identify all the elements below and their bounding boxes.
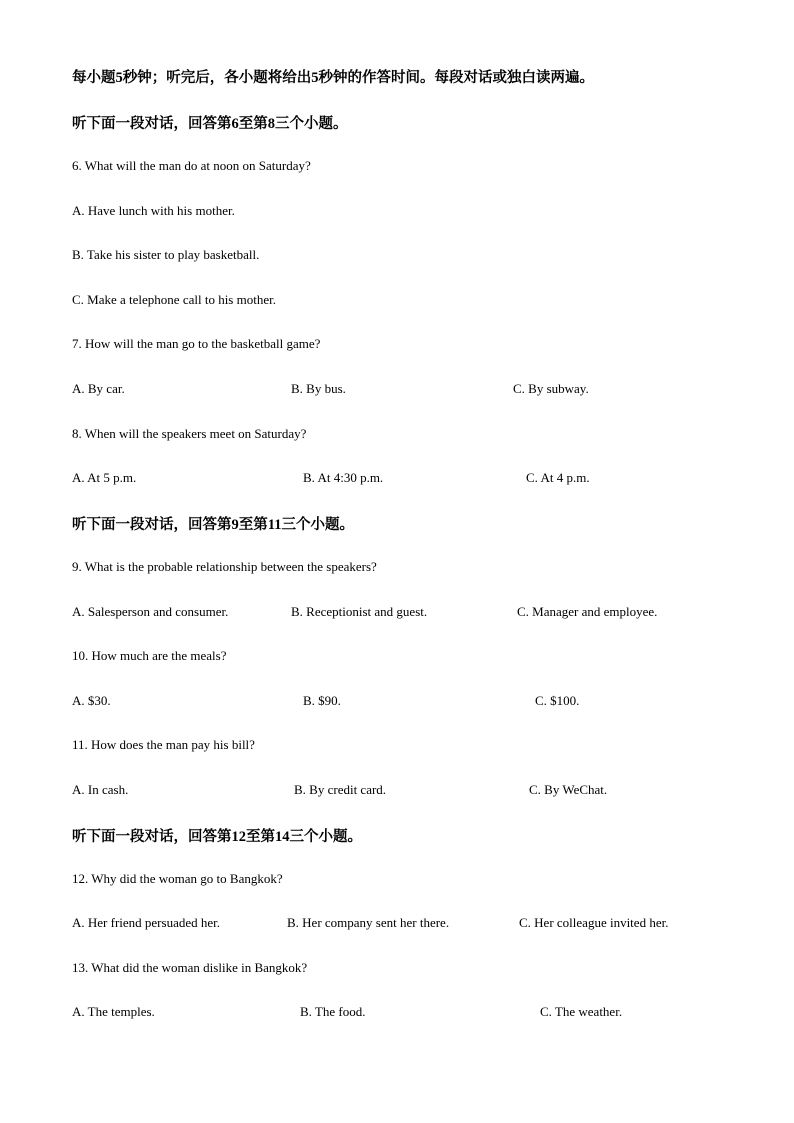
option-12b: B. Her company sent her there. [287,915,450,930]
option-6a: A. Have lunch with his mother. [72,203,235,218]
option-8a: A. At 5 p.m. [72,470,137,485]
question-6: 6. What will the man do at noon on Saturday? [72,158,311,173]
option-8c: C. At 4 p.m. [526,470,590,485]
option-11b: B. By credit card. [294,782,387,797]
option-12c: C. Her colleague invited her. [519,915,669,930]
option-11c: C. By WeChat. [529,782,608,797]
question-13: 13. What did the woman dislike in Bangkok? [72,960,308,975]
section-heading: 听下面一段对话，回答第6至第8三个小题。 [72,116,348,132]
option-8b: B. At 4:30 p.m. [303,470,384,485]
option-11a: A. In cash. [72,782,129,797]
section-heading: 听下面一段对话，回答第12至第14三个小题。 [72,829,362,845]
option-7c: C. By subway. [513,381,589,396]
question-8: 8. When will the speakers meet on Saturday? [72,426,307,441]
instructions-text: 每小题5秒钟；听完后，各小题将给出5秒钟的作答时间。每段对话或独白读两遍。 [72,70,594,86]
option-7a: A. By car. [72,381,125,396]
question-12: 12. Why did the woman go to Bangkok? [72,871,283,886]
option-9b: B. Receptionist and guest. [291,604,428,619]
option-12a: A. Her friend persuaded her. [72,915,220,930]
section-heading: 听下面一段对话，回答第9至第11三个小题。 [72,517,354,533]
option-10b: B. $90. [303,693,341,708]
option-10c: C. $100. [535,693,580,708]
question-7: 7. How will the man go to the basketball game? [72,336,321,351]
option-13b: B. The food. [300,1004,366,1019]
option-6c: C. Make a telephone call to his mother. [72,292,276,307]
question-11: 11. How does the man pay his bill? [72,737,255,752]
option-10a: A. $30. [72,693,111,708]
question-10: 10. How much are the meals? [72,648,227,663]
option-7b: B. By bus. [291,381,346,396]
option-6b: B. Take his sister to play basketball. [72,247,260,262]
option-13a: A. The temples. [72,1004,155,1019]
option-9a: A. Salesperson and consumer. [72,604,229,619]
question-9: 9. What is the probable relationship between the speakers? [72,559,377,574]
option-13c: C. The weather. [540,1004,623,1019]
option-9c: C. Manager and employee. [517,604,658,619]
